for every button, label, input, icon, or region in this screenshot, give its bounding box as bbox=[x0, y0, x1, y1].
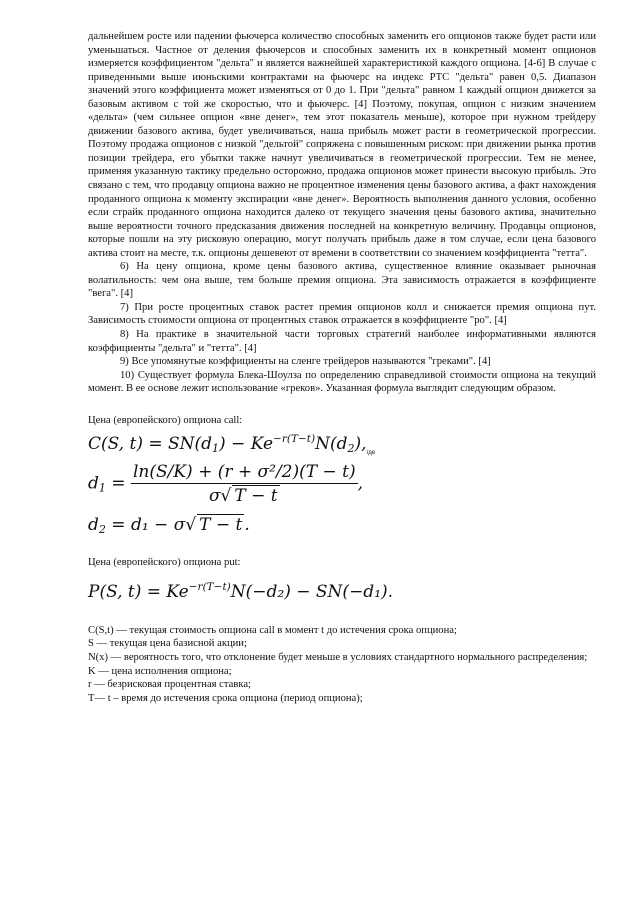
d1-formula: $d_1$ = $\frac{\text{ln(S/K) + (r + σ²/2)(T − t)}}{\sigma√ T - t}$ , bbox=[88, 461, 364, 506]
paragraph-delta-theta: 8) На практике в значительной части торговых стратегий наиболее информативными являются коэффициенты "дельта" и "тетта". [4] bbox=[88, 329, 596, 354]
paragraph-rho: 7) При росте процентных ставок растет премия опционов колл и снижается премия опциона пут. Зависимость стоимости опциона от процентных ставок отражается в коэффициенте "ро". [4] bbox=[88, 301, 596, 327]
paragraph-delta: дальнейшем росте или падении фьючерса количество способных заменить его опционов также будет расти или уменьшаться. Частное от деления фьючерсов и способных заменить их в конкретный момент опционов измеряется коэффициентом "дельта" и является важнейшей характеристикой каждого опциона. [4-6] В случае с приведенными выше июньскими контрактами на фьючерс на индекс РТС "дельта" равен 0,5. Диапазон значений этого коэффициента может изменяться от 0 до 1. При "дельта" равном 1 каждый опцион движется за базовым активом с той же скоростью, что и фьючерс. [4] Поэтому, покупая, опцион с низким значением «дельта» (чем сильнее опцион «вне денег», тем этот показатель меньше), которое при нужном трейдеру движении базового актива, будет увеличиваться, наша прибыль может расти в геометрической прогрессии. Поэтому продажа опционов с низкой "дельтой" сопряжена с повышенным риском: при движении рынка против позиции трейдера, его убытки также начнут увеличиваться в геометрической прогрессии. Тем не менее, применяя указанную тактику предельно осторожно, продажа опционов может принести высокую прибыль. Это связано с тем, что продавцу опциона важно не процентное изменения цены базового актива, а факт нахождения проданного опциона к моменту экспирации «вне денег». Вероятность выполнения данного условия, особенно если страйк проданного опциона находится далеко от текущего значения цены базового актива, значительно выше вероятности точного предсказания движения последней на конкретную величину. Продавцы опционов, которые пошли на эту рисковую операцию, могут получать прибыль даже в том случае, если цена базового актива стоит на месте, т.к. опционы дешевеют от времени в соответствии со значением коэффициента "тетта". bbox=[88, 31, 596, 259]
put-formula: P(S, $t) = Ke^{-r(T-t)}N(-d_2) - SN(-d_1)$. bbox=[88, 580, 394, 602]
legend-item: K — цена исполнения опциона; bbox=[88, 665, 232, 677]
where-note: где bbox=[366, 449, 376, 456]
legend-item: T— t – время до истечения срока опциона (период опциона); bbox=[88, 692, 363, 704]
paragraph-vega: 6) На цену опциона, кроме цены базового актива, существенное влияние оказывает рыночная волатильность: чем она выше, тем больше премия опциона. Эта зависимость отражается в коэффициенте "вега". [4] bbox=[88, 261, 596, 300]
call-formula: C(S, $t) = SN(d_1) - Ke^{-r(T-t)}N(d_2),_{где}$ bbox=[88, 432, 376, 456]
paragraph-greeks: 9) Все упомянутые коэффициенты на сленге трейдеров называются "греками". [4] bbox=[120, 356, 491, 368]
legend-item: N(x) — вероятность того, что отклонение будет меньше в условиях стандартного нормального распределения; bbox=[88, 651, 588, 663]
call-label: Цена (европейского) опциона call: bbox=[88, 414, 243, 426]
legend-item: C(S,t) — текущая стоимость опциона call в момент t до истечения срока опциона; bbox=[88, 624, 457, 636]
d2-formula: $d_2 = d_1 - \sigma√$ T − t . bbox=[88, 514, 250, 536]
legend-item: S — текущая цена базисной акции; bbox=[88, 638, 247, 650]
legend-item: r — безрисковая процентная ставка; bbox=[88, 679, 251, 691]
d1-fraction: $\frac{\text{ln(S/K) + (r + σ²/2)(T − t)}}{\sigma√ T - t}$ bbox=[132, 461, 356, 506]
paragraph-black-scholes: 10) Существует формула Блека-Шоулза по определению справедливой стоимости опциона на текущий момент. В ее основе лежит использование «греков». Указанная формула выглядит следующим образом. bbox=[88, 369, 596, 395]
put-label: Цена (европейского) опциона put: bbox=[88, 556, 241, 568]
variable-legend bbox=[88, 624, 596, 706]
document-page bbox=[88, 30, 596, 705]
